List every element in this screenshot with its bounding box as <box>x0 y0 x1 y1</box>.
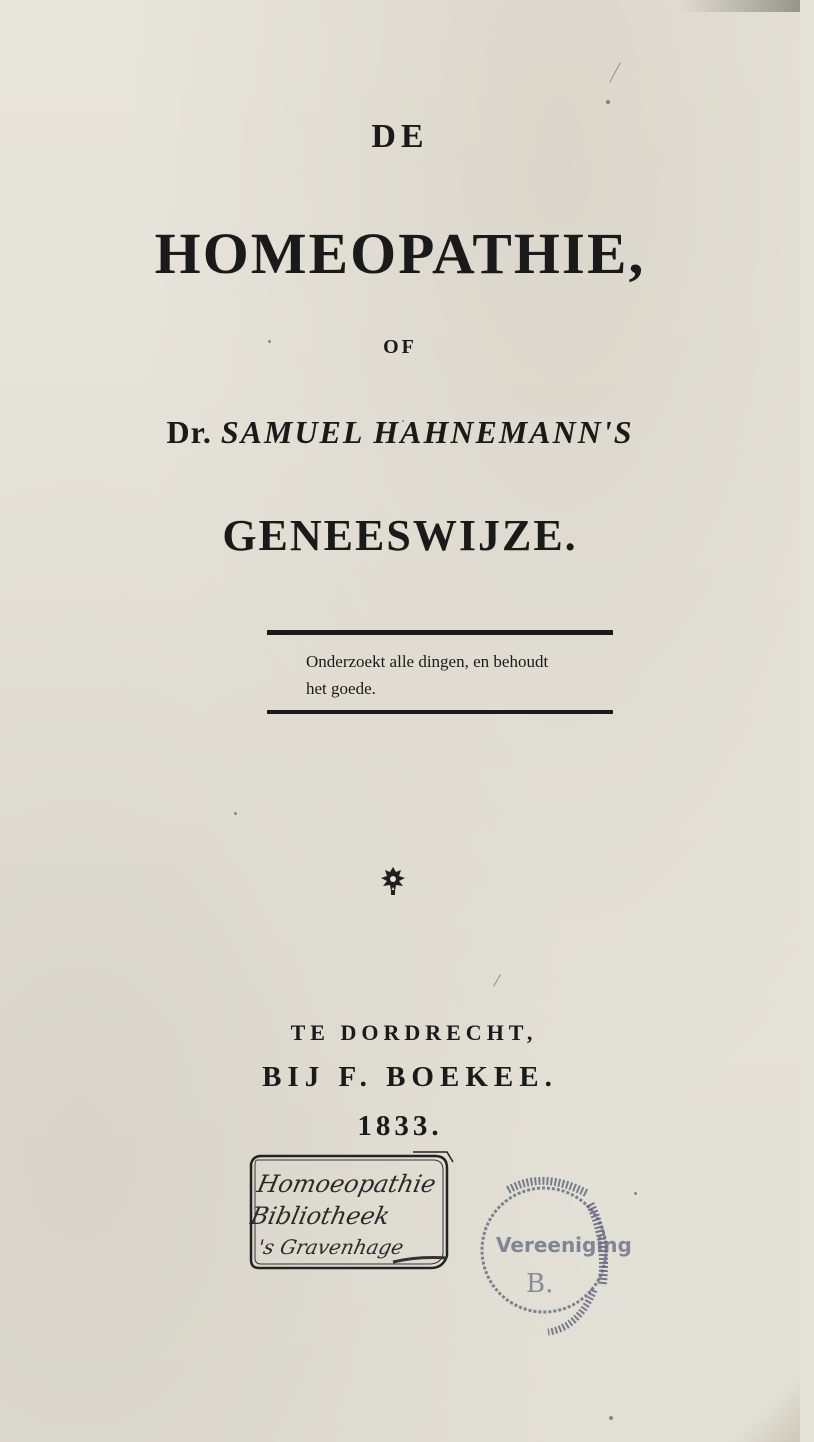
title-article: DE <box>371 118 429 155</box>
motto <box>306 648 626 702</box>
paper-speck <box>634 1192 637 1195</box>
ink-stroke <box>609 63 620 83</box>
paper-speck <box>234 812 237 815</box>
imprint-city: TE DORDRECHT, <box>290 1020 538 1045</box>
imprint-year: 1833. <box>357 1110 443 1142</box>
title-conjunction: OF <box>383 336 417 358</box>
author-line <box>0 414 800 451</box>
imprint-publisher: BIJ F. BOEKEE. <box>262 1061 558 1093</box>
page-corner-fold <box>730 1372 800 1442</box>
paper-speck <box>606 100 610 104</box>
page-edge-shadow <box>680 0 800 12</box>
motto-line-2: het goede. <box>306 679 376 698</box>
divider-rule-top <box>267 630 613 635</box>
main-title: HOMEOPATHIE, <box>154 221 646 286</box>
subtitle: GENEESWIJZE. <box>222 511 578 560</box>
svg-text:B.: B. <box>526 1269 554 1299</box>
author-name: SAMUEL HAHNEMANN'S <box>220 414 634 450</box>
printer-ornament-icon <box>380 866 406 896</box>
divider-rule-bottom <box>267 710 613 714</box>
svg-text:Bibliotheek: Bibliotheek <box>248 1201 393 1230</box>
author-prefix: Dr. <box>166 414 212 450</box>
round-library-stamp <box>478 1160 632 1340</box>
svg-text:Homoeopathie: Homoeopathie <box>254 1169 439 1198</box>
paper-speck <box>609 1416 613 1420</box>
ink-stroke <box>493 974 501 987</box>
svg-text:'s Gravenhage: 's Gravenhage <box>255 1235 406 1259</box>
motto-line-1: Onderzoekt alle dingen, en behoudt <box>306 652 549 671</box>
svg-text:Vereeniging: Vereeniging <box>496 1233 632 1257</box>
library-label-stamp <box>243 1150 457 1274</box>
